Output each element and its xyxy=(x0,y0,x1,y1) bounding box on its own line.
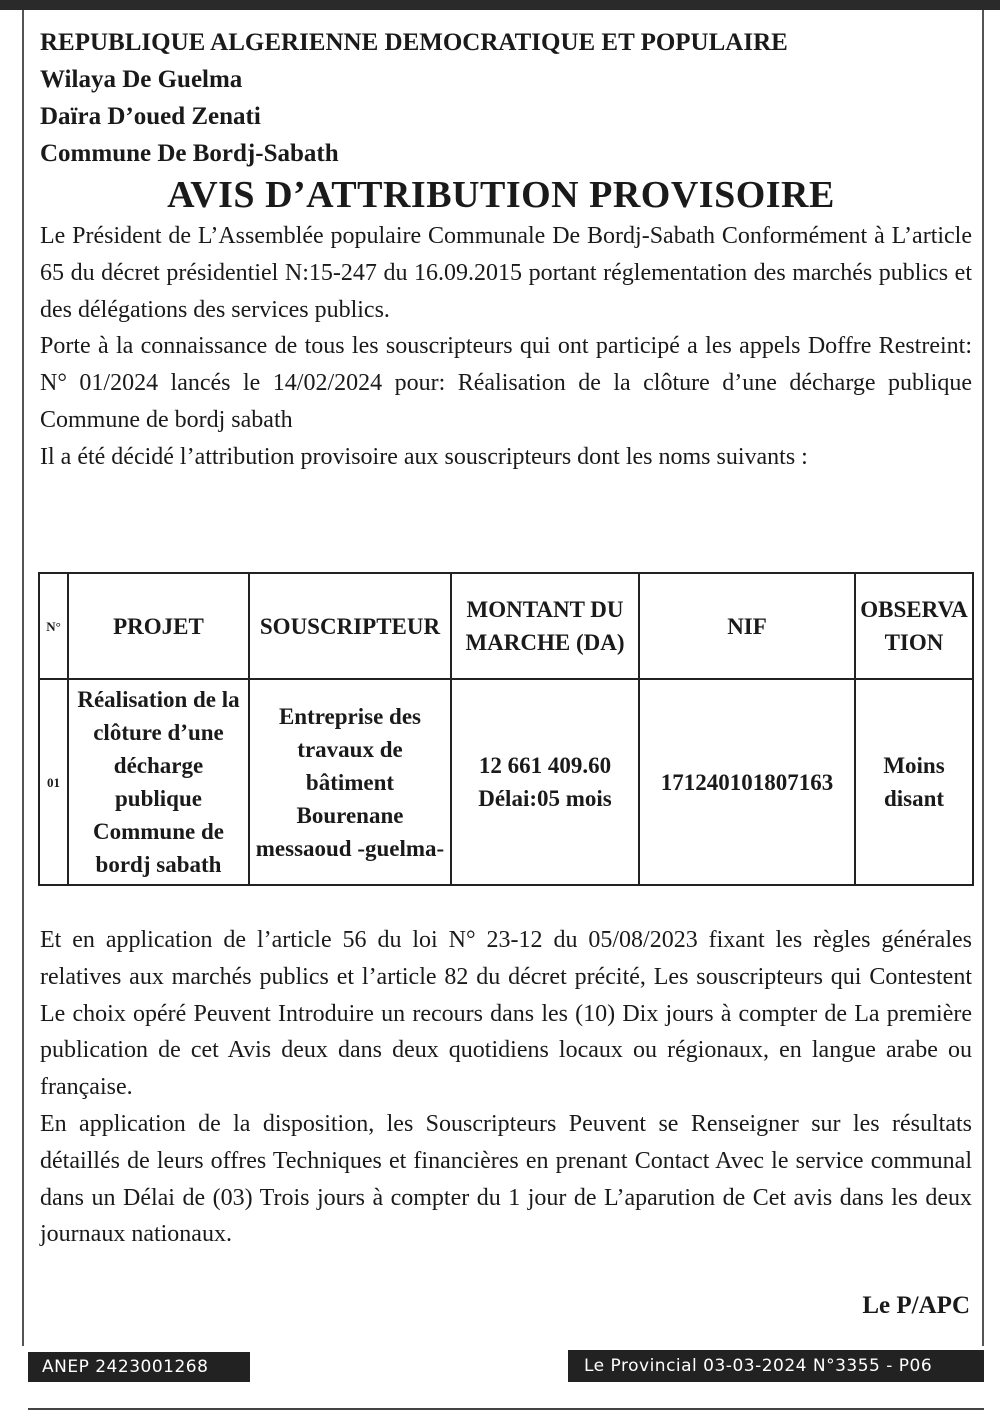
delai-value: Délai:05 mois xyxy=(478,786,612,811)
intro-paragraph-3: Il a été décidé l’attribution provisoire aux souscripteurs dont les noms suivants : xyxy=(40,443,808,470)
attribution-table xyxy=(38,572,974,886)
header-no: N° xyxy=(39,573,68,679)
top-border-bar xyxy=(0,0,1000,10)
cell-montant xyxy=(451,679,639,885)
table-header-row xyxy=(39,573,973,679)
notice-title: AVIS D’ATTRIBUTION PROVISOIRE xyxy=(167,174,835,216)
header-projet: PROJET xyxy=(68,573,249,679)
republic-heading: REPUBLIQUE ALGERIENNE DEMOCRATIQUE ET POPULAIRE xyxy=(40,29,788,56)
closing-paragraph-2: En application de la disposition, les Souscripteurs Peuvent se Renseigner sur les résultats détaillés de leurs offres Techniques et financières en prenant Contact Avec le service communal dans un Délai de (03) Trois jours à compter du 1 jour de L’aparution de Cet avis dans les deux journaux nationaux. xyxy=(40,1110,972,1248)
notice-header xyxy=(40,24,972,476)
anep-badge: ANEP 2423001268 xyxy=(28,1352,250,1382)
intro-paragraph-1: Le Président de L’Assemblée populaire Communale De Bordj-Sabath Conformément à L’article 65 du décret présidentiel N:15-247 du 16.09.2015 portant réglementation des marchés publics et des délégations des services publics. xyxy=(40,223,972,323)
header-nif: NIF xyxy=(639,573,855,679)
signature: Le P/APC xyxy=(862,1292,970,1319)
montant-value: 12 661 409.60 xyxy=(478,753,612,778)
header-souscripteur: SOUSCRIPTEUR xyxy=(249,573,451,679)
closing-section xyxy=(40,922,972,1253)
cell-souscripteur: Entreprise des travaux de bâtiment Bourenane messaoud -guelma- xyxy=(249,679,451,885)
commune-heading: Commune De Bordj-Sabath xyxy=(40,140,339,167)
closing-paragraph-1: Et en application de l’article 56 du loi N° 23-12 du 05/08/2023 fixant les règles générales relatives aux marchés publics et l’article 82 du décret précité, Les souscripteurs qui Contestent Le choix opéré Peuvent Introduire un recours dans les (10) Dix jours à compter de La première publication de cet Avis deux dans deux quotidiens locaux ou régionaux, en langue arabe ou française. xyxy=(40,927,972,1101)
wilaya-heading: Wilaya De Guelma xyxy=(40,66,243,93)
cell-observation: Moins disant xyxy=(855,679,973,885)
cell-no: 01 xyxy=(39,679,68,885)
publication-badge: Le Provincial 03-03-2024 N°3355 - P06 xyxy=(568,1350,984,1382)
cell-nif: 171240101807163 xyxy=(639,679,855,885)
table-row xyxy=(39,679,973,885)
cell-projet: Réalisation de la clôture d’une décharge publique Commune de bordj sabath xyxy=(68,679,249,885)
bottom-rule xyxy=(28,1408,984,1410)
header-observation: OBSERVATION xyxy=(855,573,973,679)
intro-paragraph-2: Porte à la connaissance de tous les souscripteurs qui ont participé a les appels Doffre Restreint: N° 01/2024 lancés le 14/02/2024 pour: Réalisation de la clôture d’une décharge publique Commune de bordj sabath xyxy=(40,333,972,433)
header-montant: MONTANT DU MARCHE (DA) xyxy=(451,573,639,679)
daira-heading: Daïra D’oued Zenati xyxy=(40,103,261,130)
